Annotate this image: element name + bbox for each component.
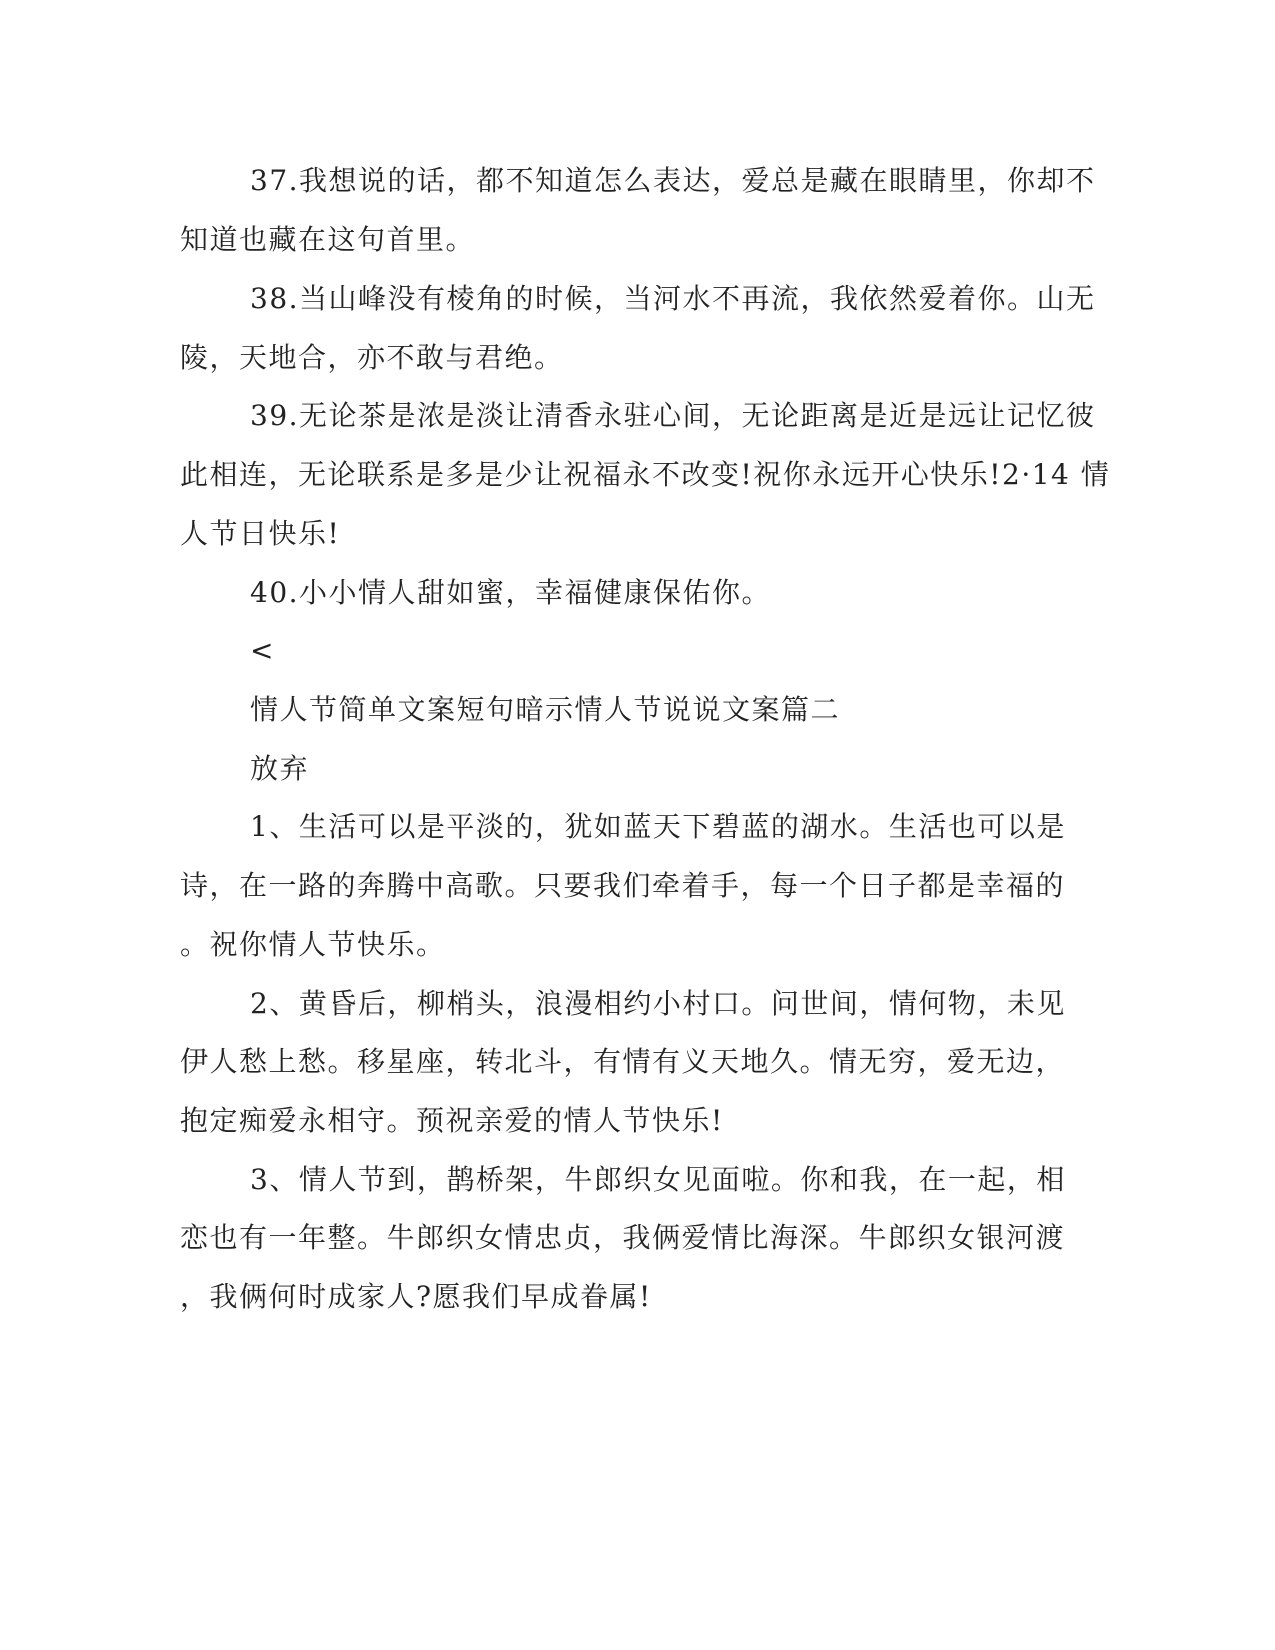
paragraph-40-line-1: 40.小小情人甜如蜜，幸福健康保佑你。 [250,576,772,609]
section-heading: 情人节简单文案短句暗示情人节说说文案篇二 [250,693,841,726]
less-than-symbol: < [250,634,275,667]
subheading: 放弃 [250,752,310,785]
paragraph-37-line-1: 37.我想说的话，都不知道怎么表达，爱总是藏在眼睛里，你却不 [250,164,1096,197]
paragraph-3-line-1: 3、情人节到，鹊桥架，牛郎织女见面啦。你和我，在一起，相 [250,1163,1066,1196]
paragraph-2-line-2: 伊人愁上愁。移星座，转北斗，有情有义天地久。情无穷，爱无边， [180,1045,1066,1078]
paragraph-3-line-2: 恋也有一年整。牛郎织女情忠贞，我俩爱情比海深。牛郎织女银河渡 [180,1221,1066,1254]
paragraph-39-line-2: 此相连，无论联系是多是少让祝福永不改变!祝你永远开心快乐!2·14 情 [180,458,1111,491]
paragraph-37-line-2: 知道也藏在这句首里。 [180,223,476,256]
paragraph-38-line-1: 38.当山峰没有棱角的时候，当河水不再流，我依然爱着你。山无 [250,282,1096,315]
paragraph-2-line-3: 抱定痴爱永相守。预祝亲爱的情人节快乐! [180,1104,724,1137]
paragraph-1-line-3: 。祝你情人节快乐。 [180,928,446,961]
paragraph-39-line-1: 39.无论茶是浓是淡让清香永驻心间，无论距离是近是远让记忆彼 [250,399,1096,432]
paragraph-38-line-2: 陵，天地合，亦不敢与君绝。 [180,341,564,374]
paragraph-3-line-3: ，我俩何时成家人?愿我们早成眷属! [180,1280,652,1313]
paragraph-1-line-1: 1、生活可以是平淡的，犹如蓝天下碧蓝的湖水。生活也可以是 [250,810,1066,843]
paragraph-39-line-3: 人节日快乐! [180,517,341,550]
paragraph-1-line-2: 诗，在一路的奔腾中高歌。只要我们牵着手，每一个日子都是幸福的 [180,869,1066,902]
paragraph-2-line-1: 2、黄昏后，柳梢头，浪漫相约小村口。问世间，情何物，未见 [250,987,1066,1020]
